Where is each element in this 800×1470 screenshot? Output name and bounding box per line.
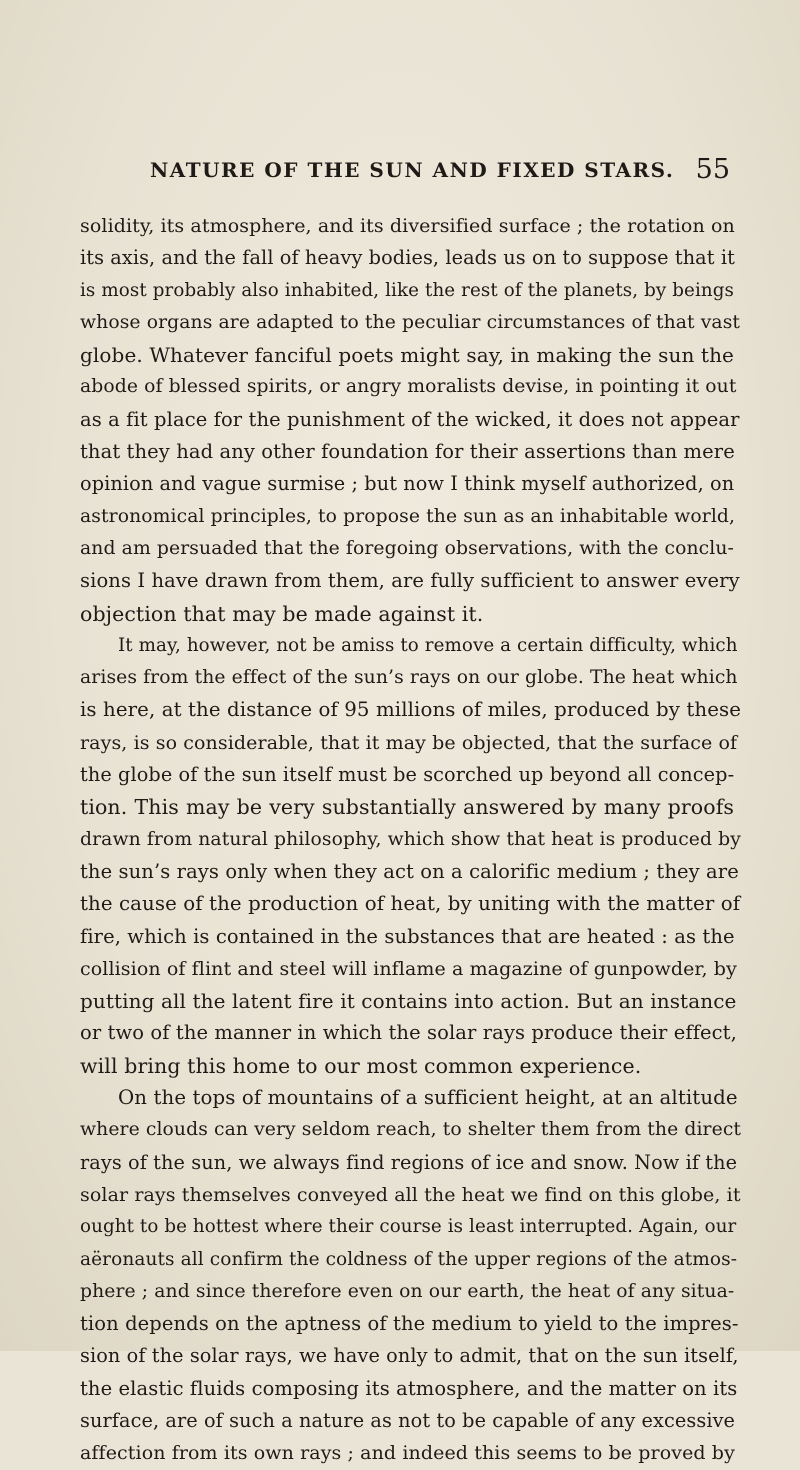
text-line: its axis, and the fall of heavy bodies, leads us on to suppose that it	[80, 246, 735, 270]
text-line: solidity, its atmosphere, and its diversified surface ; the rotation on	[80, 215, 735, 237]
text-line: ought to be hottest where their course is least interrupted. Again, our	[80, 1216, 737, 1238]
text-line: affection from its own rays ; and indeed this seems to be proved by	[80, 1442, 735, 1465]
text-line: fire, which is contained in the substances that are heated : as the	[80, 924, 735, 948]
text-line: drawn from natural philosophy, which show that heat is produced by	[80, 828, 741, 850]
text-line: phere ; and since therefore even on our earth, the heat of any situa-	[80, 1280, 735, 1302]
text-line: astronomical principles, to propose the sun as an inhabitable world,	[80, 505, 736, 527]
text-line: putting all the latent fire it contains into action. But an instance	[80, 989, 737, 1014]
text-line: where clouds can very seldom reach, to shelter them from the direct	[80, 1119, 742, 1141]
text-line: the sun’s rays only when they act on a calorific medium ; they are	[80, 859, 739, 883]
text-line: rays, is so considerable, that it may be objected, that the surface of	[80, 731, 738, 754]
text-line: is most probably also inhabited, like the rest of the planets, by beings	[80, 279, 734, 301]
text-line: tion. This may be very substantially answered by many proofs	[80, 795, 734, 820]
text-line: opinion and vague surmise ; but now I think myself authorized, on	[80, 472, 735, 496]
text-line: or two of the manner in which the solar rays produce their effect,	[80, 1021, 737, 1045]
text-line: aëronauts all confirm the coldness of the upper regions of the atmos-	[80, 1248, 738, 1270]
text-line: rays of the sun, we always find regions of ice and snow. Now if the	[80, 1150, 738, 1174]
text-line: sion of the solar rays, we have only to admit, that on the sun itself,	[80, 1344, 739, 1368]
page-number: 55	[695, 154, 730, 185]
text-line: surface, are of such a nature as not to be capable of any excessive	[80, 1408, 736, 1432]
running-title: NATURE OF THE SUN AND FIXED STARS.	[150, 158, 675, 182]
text-line: sions I have drawn from them, are fully sufficient to answer every	[80, 569, 740, 593]
body-text	[80, 210, 742, 1470]
text-line: On the tops of mountains of a sufficient height, at an altitude	[118, 1086, 738, 1110]
text-line: the cause of the production of heat, by uniting with the matter of	[80, 892, 741, 916]
text-line: globe. Whatever fanciful poets might say, in making the sun the	[80, 343, 734, 368]
text-line: It may, however, not be amiss to remove a certain difficulty, which	[118, 634, 738, 656]
text-line: objection that may be made against it.	[80, 601, 484, 626]
text-line: and am persuaded that the foregoing observations, with the conclu-	[80, 537, 734, 559]
text-line: abode of blessed spirits, or angry moralists devise, in pointing it out	[80, 376, 737, 398]
text-line: the elastic fluids composing its atmosphere, and the matter on its	[80, 1376, 738, 1400]
text-line: the globe of the sun itself must be scorched up beyond all concep-	[80, 763, 735, 787]
text-line: that they had any other foundation for their assertions than mere	[80, 440, 735, 464]
text-line: whose organs are adapted to the peculiar circumstances of that vast	[80, 311, 741, 333]
running-head	[150, 154, 730, 198]
text-line: tion depends on the aptness of the medium to yield to the impres-	[80, 1312, 739, 1336]
text-line: solar rays themselves conveyed all the heat we find on this globe, it	[80, 1183, 741, 1206]
text-line: arises from the effect of the sun’s rays on our globe. The heat which	[80, 667, 738, 689]
text-line: will bring this home to our most common experience.	[80, 1053, 642, 1078]
text-line: is here, at the distance of 95 millions of miles, produced by these	[80, 698, 742, 722]
text-line: as a fit place for the punishment of the wicked, it does not appear	[80, 407, 740, 431]
text-line: collision of flint and steel will inflame a magazine of gunpowder, by	[80, 957, 737, 980]
